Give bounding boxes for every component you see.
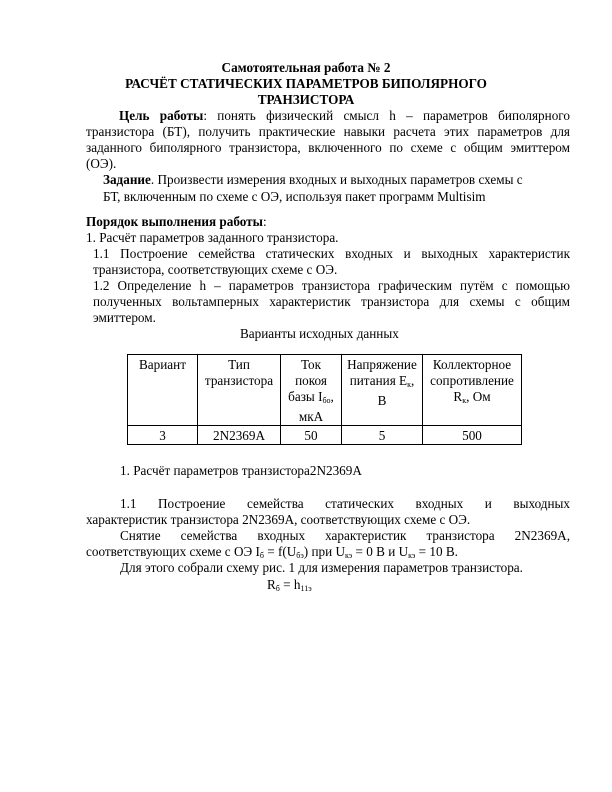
task-line-2: БТ, включенным по схеме с ОЭ, используя пакет программ Multisim — [103, 189, 486, 204]
section-1-heading: 1. Расчёт параметров транзистора2N2369A — [120, 463, 362, 478]
cell-collector-resistance: 500 — [423, 426, 522, 445]
procedure-heading-line — [86, 214, 267, 230]
procedure-item-1-2-line-3: эмиттером. — [93, 310, 156, 325]
cell-base-current: 50 — [281, 426, 342, 445]
goal-line-2: транзистора (БТ), получить практические навыки расчета этих параметров для — [86, 124, 570, 139]
goal-line-1 — [119, 108, 570, 124]
title-line-1: Самотоятельная работа № 2 — [221, 60, 391, 75]
task-text-1: . Произвести измерения входных и выходных параметров схемы с — [150, 172, 523, 187]
procedure-item-1: 1. Расчёт параметров заданного транзистора. — [86, 230, 339, 245]
section-1-p2-line-2: соответствующих схеме с ОЭ $I_б = f(U_{бэ})$ при $U_{кэ} = 0$ В и $U_{кэ} = 10$ В. — [86, 544, 458, 560]
variants-table — [127, 354, 522, 445]
cell-transistor-type: 2N2369A — [198, 426, 281, 445]
header-base-current: Ток покоя базы $I_{бо}$, мкА — [281, 355, 342, 426]
cell-supply-voltage: 5 — [342, 426, 423, 445]
header-transistor-type: Тип транзистора — [198, 355, 281, 426]
title-line-3: ТРАНЗИСТОРА — [257, 92, 355, 107]
section-1-p3: Для этого собрали схему рис. 1 для измерения параметров транзистора. — [120, 560, 523, 575]
procedure-heading-colon: : — [262, 214, 267, 229]
formula-rb: $R_б = h_{11э}$ — [267, 577, 312, 593]
procedure-item-1-2-line-1: 1.2 Определение h – параметров транзистора графическим путём с помощью — [93, 278, 570, 293]
procedure-heading: Порядок выполнения работы — [86, 214, 263, 229]
header-variant: Вариант — [128, 355, 198, 426]
goal-text-1: : понять физический смысл h – параметров биполярного — [203, 108, 570, 123]
section-1-p1-line-1: 1.1 Построение семейства статических входных и выходных — [120, 496, 570, 511]
header-collector-resistance: Коллекторное сопротивление $R_к$, Ом — [423, 355, 522, 426]
cell-variant: 3 — [128, 426, 198, 445]
procedure-item-1-1-line-1: 1.1 Построение семейства статических входных и выходных характеристик — [93, 246, 570, 261]
goal-line-4: (ОЭ). — [86, 156, 117, 171]
task-label: Задание — [103, 172, 151, 187]
title-line-2: РАСЧЁТ СТАТИЧЕСКИХ ПАРАМЕТРОВ БИПОЛЯРНОГО — [125, 76, 487, 91]
table-row — [128, 426, 522, 445]
header-supply-voltage: Напряжение питания $Е_к$, В — [342, 355, 423, 426]
table-caption: Варианты исходных данных — [240, 326, 399, 341]
goal-line-3: заданного биполярного транзистора, включенного по схеме с общим эмиттером — [86, 140, 570, 155]
task-line-1 — [103, 172, 523, 188]
goal-label: Цель работы — [119, 108, 204, 123]
procedure-item-1-2-line-2: полученных вольтамперных характеристик транзистора для схемы с общим — [93, 294, 570, 309]
procedure-item-1-1-line-2: транзистора, соответствующих схеме с ОЭ. — [93, 262, 338, 277]
section-1-p1-line-2: характеристик транзистора 2N2369A, соответствующих схеме с ОЭ. — [86, 512, 471, 527]
section-1-p2-line-1: Снятие семейства входных характеристик транзистора 2N2369A, — [120, 528, 570, 543]
table-header-row — [128, 355, 522, 426]
